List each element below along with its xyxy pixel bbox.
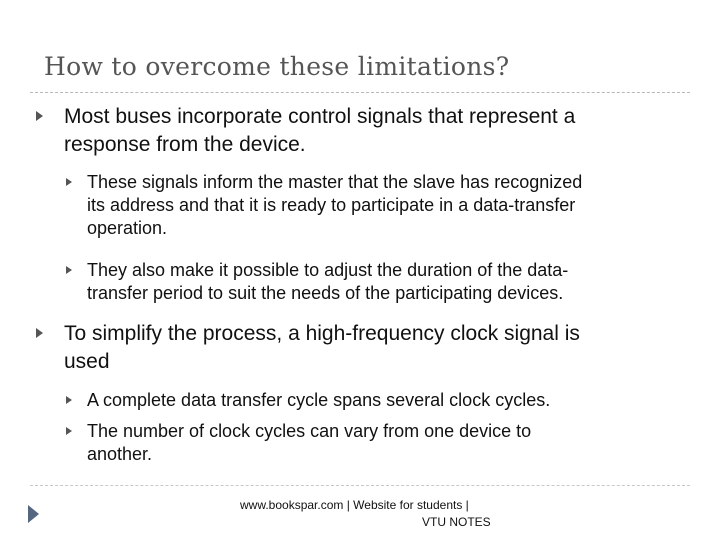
sub-bullet-line: its address and that it is ready to participate in a data-transfer [87, 195, 576, 215]
bullet-line: Most buses incorporate control signals that represent a [64, 105, 576, 128]
sub-bullet-arrow-icon [66, 178, 72, 186]
sub-bullet-2-1 [87, 389, 550, 412]
sub-bullet-line: operation. [87, 218, 168, 238]
bullet-arrow-icon [36, 111, 43, 121]
footer-text [240, 497, 540, 531]
bullet-line: used [64, 350, 110, 373]
footer-divider [30, 485, 690, 486]
sub-bullet-arrow-icon [66, 266, 72, 274]
footer-line-1: www.bookspar.com | Website for students | [240, 498, 469, 512]
bullet-2 [64, 320, 580, 376]
title-divider [30, 92, 690, 93]
sub-bullet-line: They also make it possible to adjust the duration of the data- [87, 260, 569, 280]
slide-corner-arrow-icon [28, 505, 39, 523]
bullet-1 [64, 103, 575, 159]
sub-bullet-line: A complete data transfer cycle spans several clock cycles. [87, 390, 551, 410]
bullet-arrow-icon [36, 328, 43, 338]
bullet-line: To simplify the process, a high-frequency clock signal is [64, 322, 580, 345]
sub-bullet-1-1 [87, 171, 582, 240]
sub-bullet-2-2 [87, 420, 531, 466]
bullet-line: response from the device. [64, 133, 306, 156]
sub-bullet-arrow-icon [66, 427, 72, 435]
sub-bullet-line: The number of clock cycles can vary from one device to [87, 421, 532, 441]
sub-bullet-1-2 [87, 259, 568, 305]
slide-title: How to overcome these limitations? [44, 52, 510, 81]
sub-bullet-line: These signals inform the master that the slave has recognized [87, 172, 583, 192]
sub-bullet-arrow-icon [66, 396, 72, 404]
footer-line-2: VTU NOTES [422, 515, 491, 529]
sub-bullet-line: transfer period to suit the needs of the participating devices. [87, 283, 564, 303]
sub-bullet-line: another. [87, 444, 153, 464]
